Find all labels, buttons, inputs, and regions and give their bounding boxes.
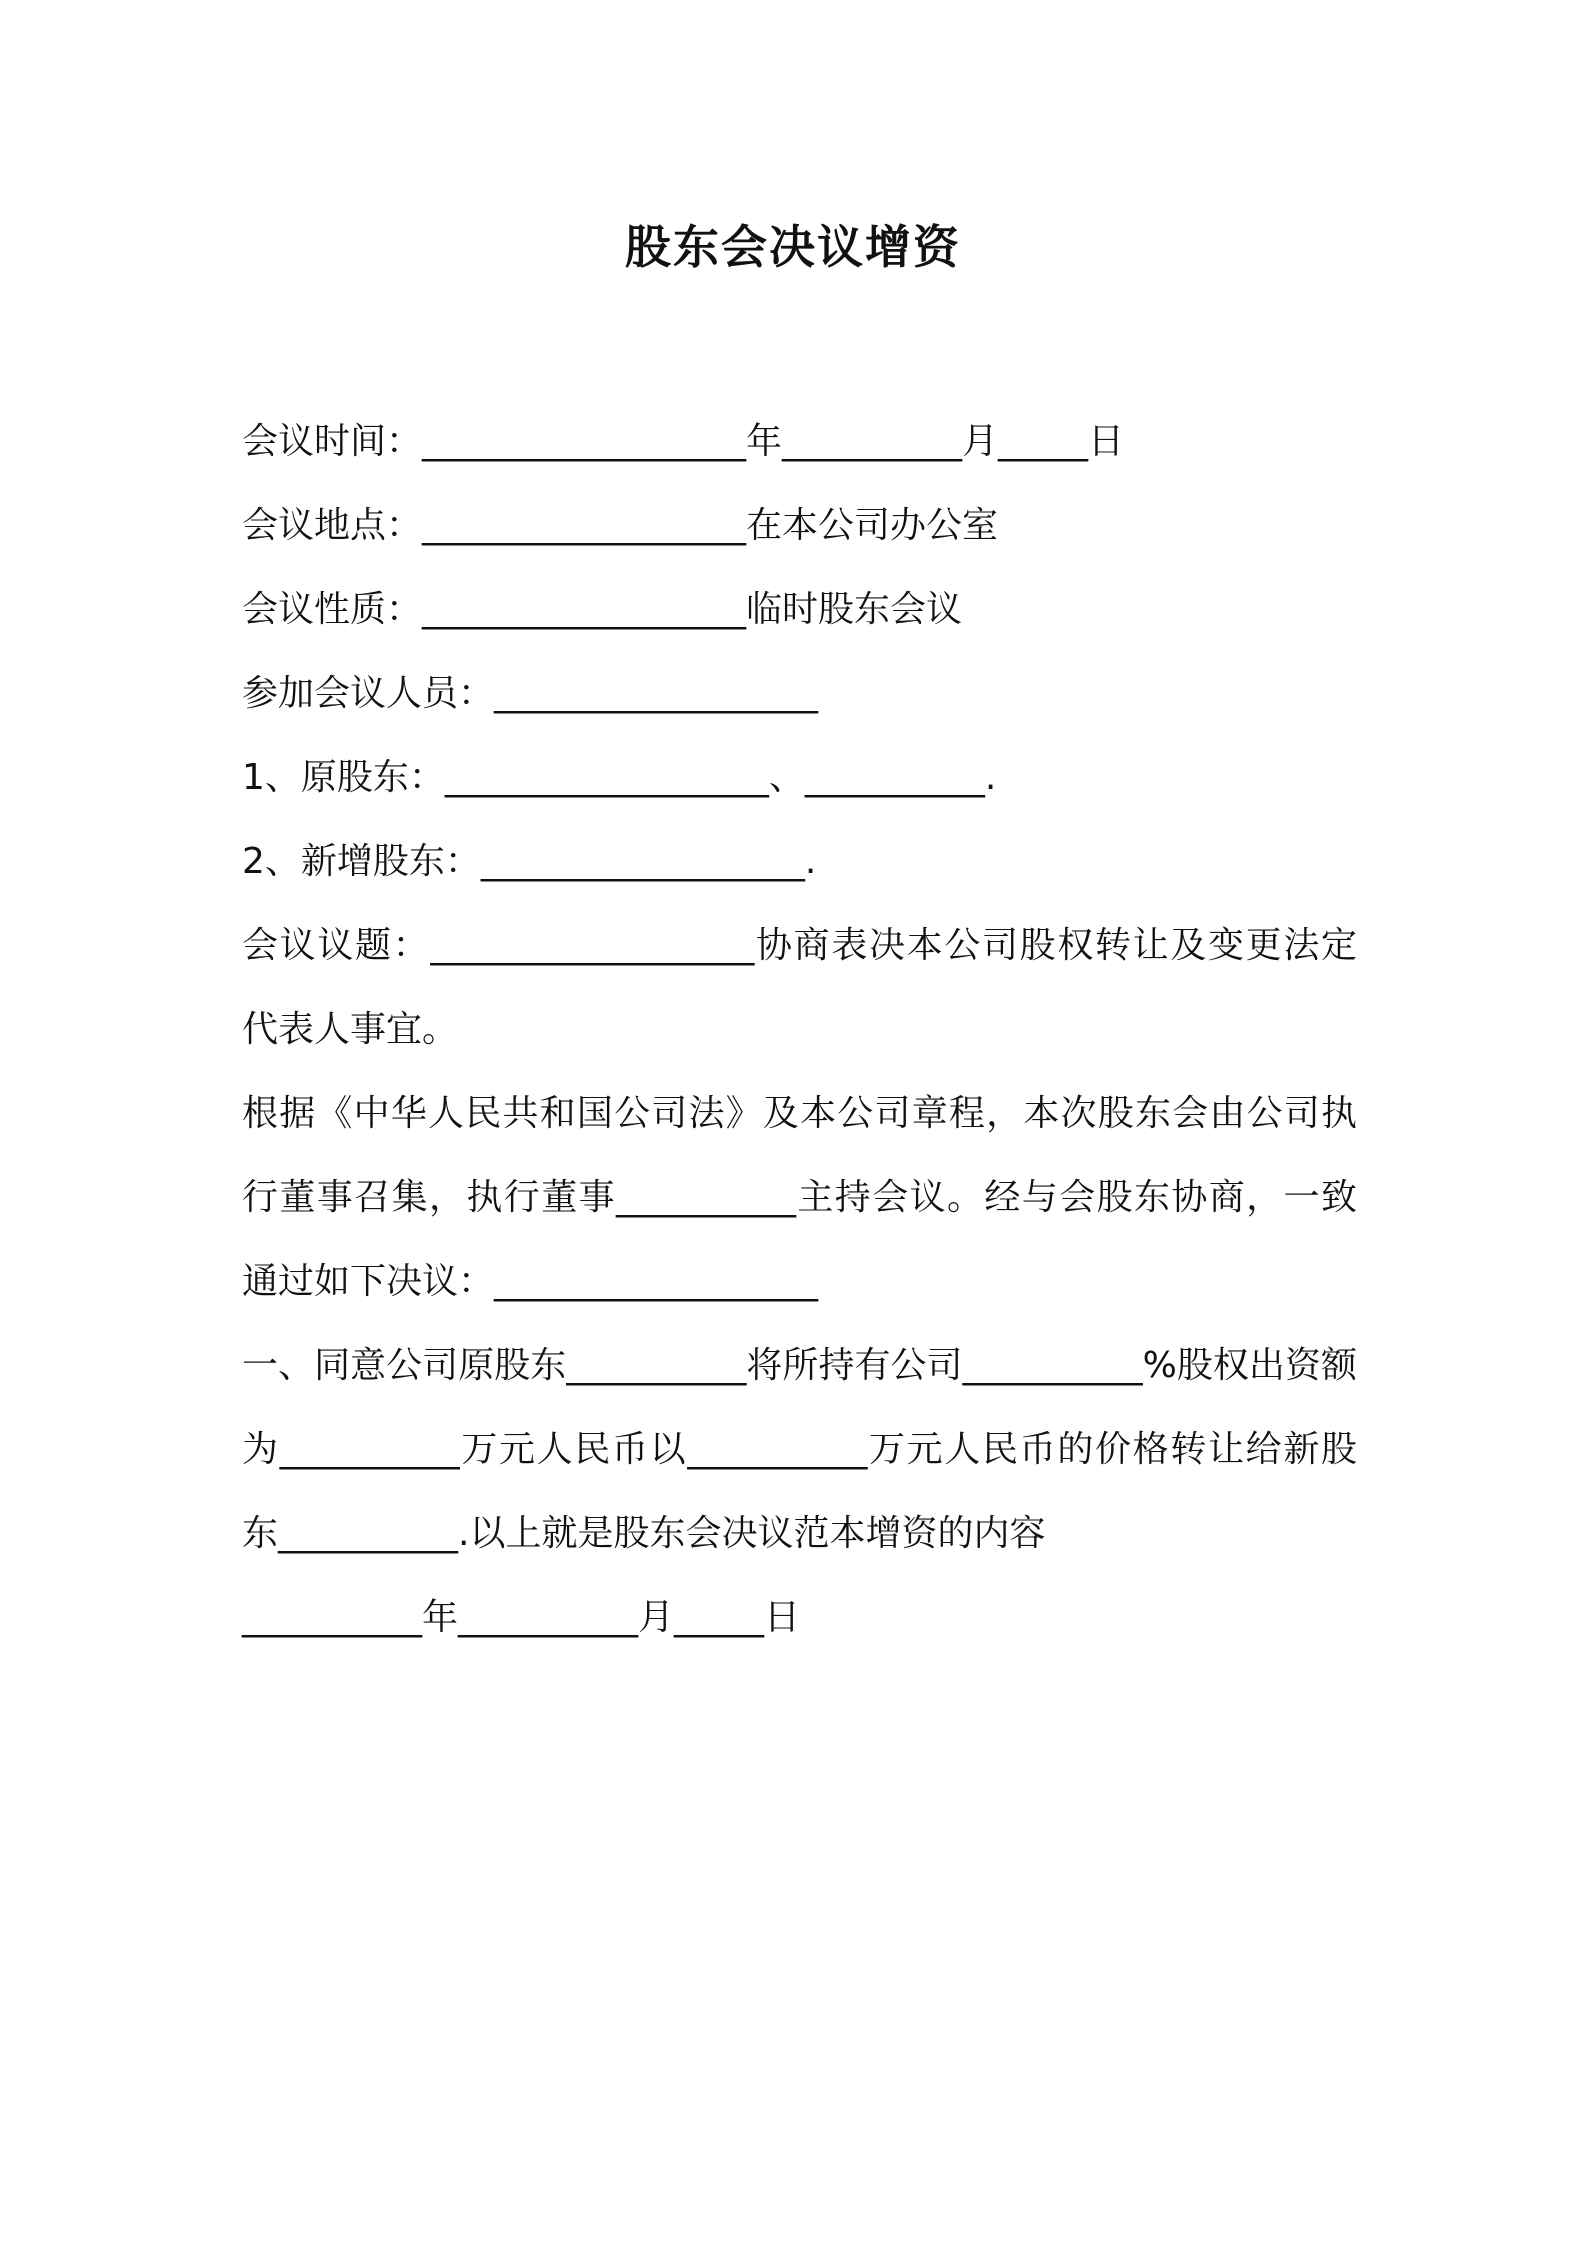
document-title: 股东会决议增资 bbox=[625, 220, 961, 274]
date-line: __________年__________月_____日 bbox=[242, 1597, 800, 1638]
document-body bbox=[242, 400, 1357, 1660]
attendees-line: 参加会议人员：__________________ bbox=[242, 673, 819, 714]
agenda-paragraph: 会议议题：__________________协商表决本公司股权转让及变更法定代表人事宜。 bbox=[242, 925, 1357, 1050]
meeting-nature-line: 会议性质：__________________临时股东会议 bbox=[242, 589, 963, 630]
new-shareholders-line: 2、新增股东：__________________. bbox=[242, 841, 817, 882]
original-shareholders-line: 1、原股东：__________________、__________. bbox=[242, 757, 997, 798]
basis-paragraph: 根据《中华人民共和国公司法》及本公司章程，本次股东会由公司执行董事召集，执行董事__________主持会议。经与会股东协商，一致通过如下决议：__________________ bbox=[242, 1093, 1357, 1302]
meeting-place-line: 会议地点：__________________在本公司办公室 bbox=[242, 505, 999, 546]
meeting-time-line: 会议时间：__________________年__________月_____日 bbox=[242, 421, 1125, 462]
resolution-one-paragraph: 一、同意公司原股东__________将所持有公司__________%股权出资额为__________万元人民币以__________万元人民币的价格转让给新股东__________.以上就是股东会决议范本增资的内容 bbox=[242, 1345, 1357, 1554]
